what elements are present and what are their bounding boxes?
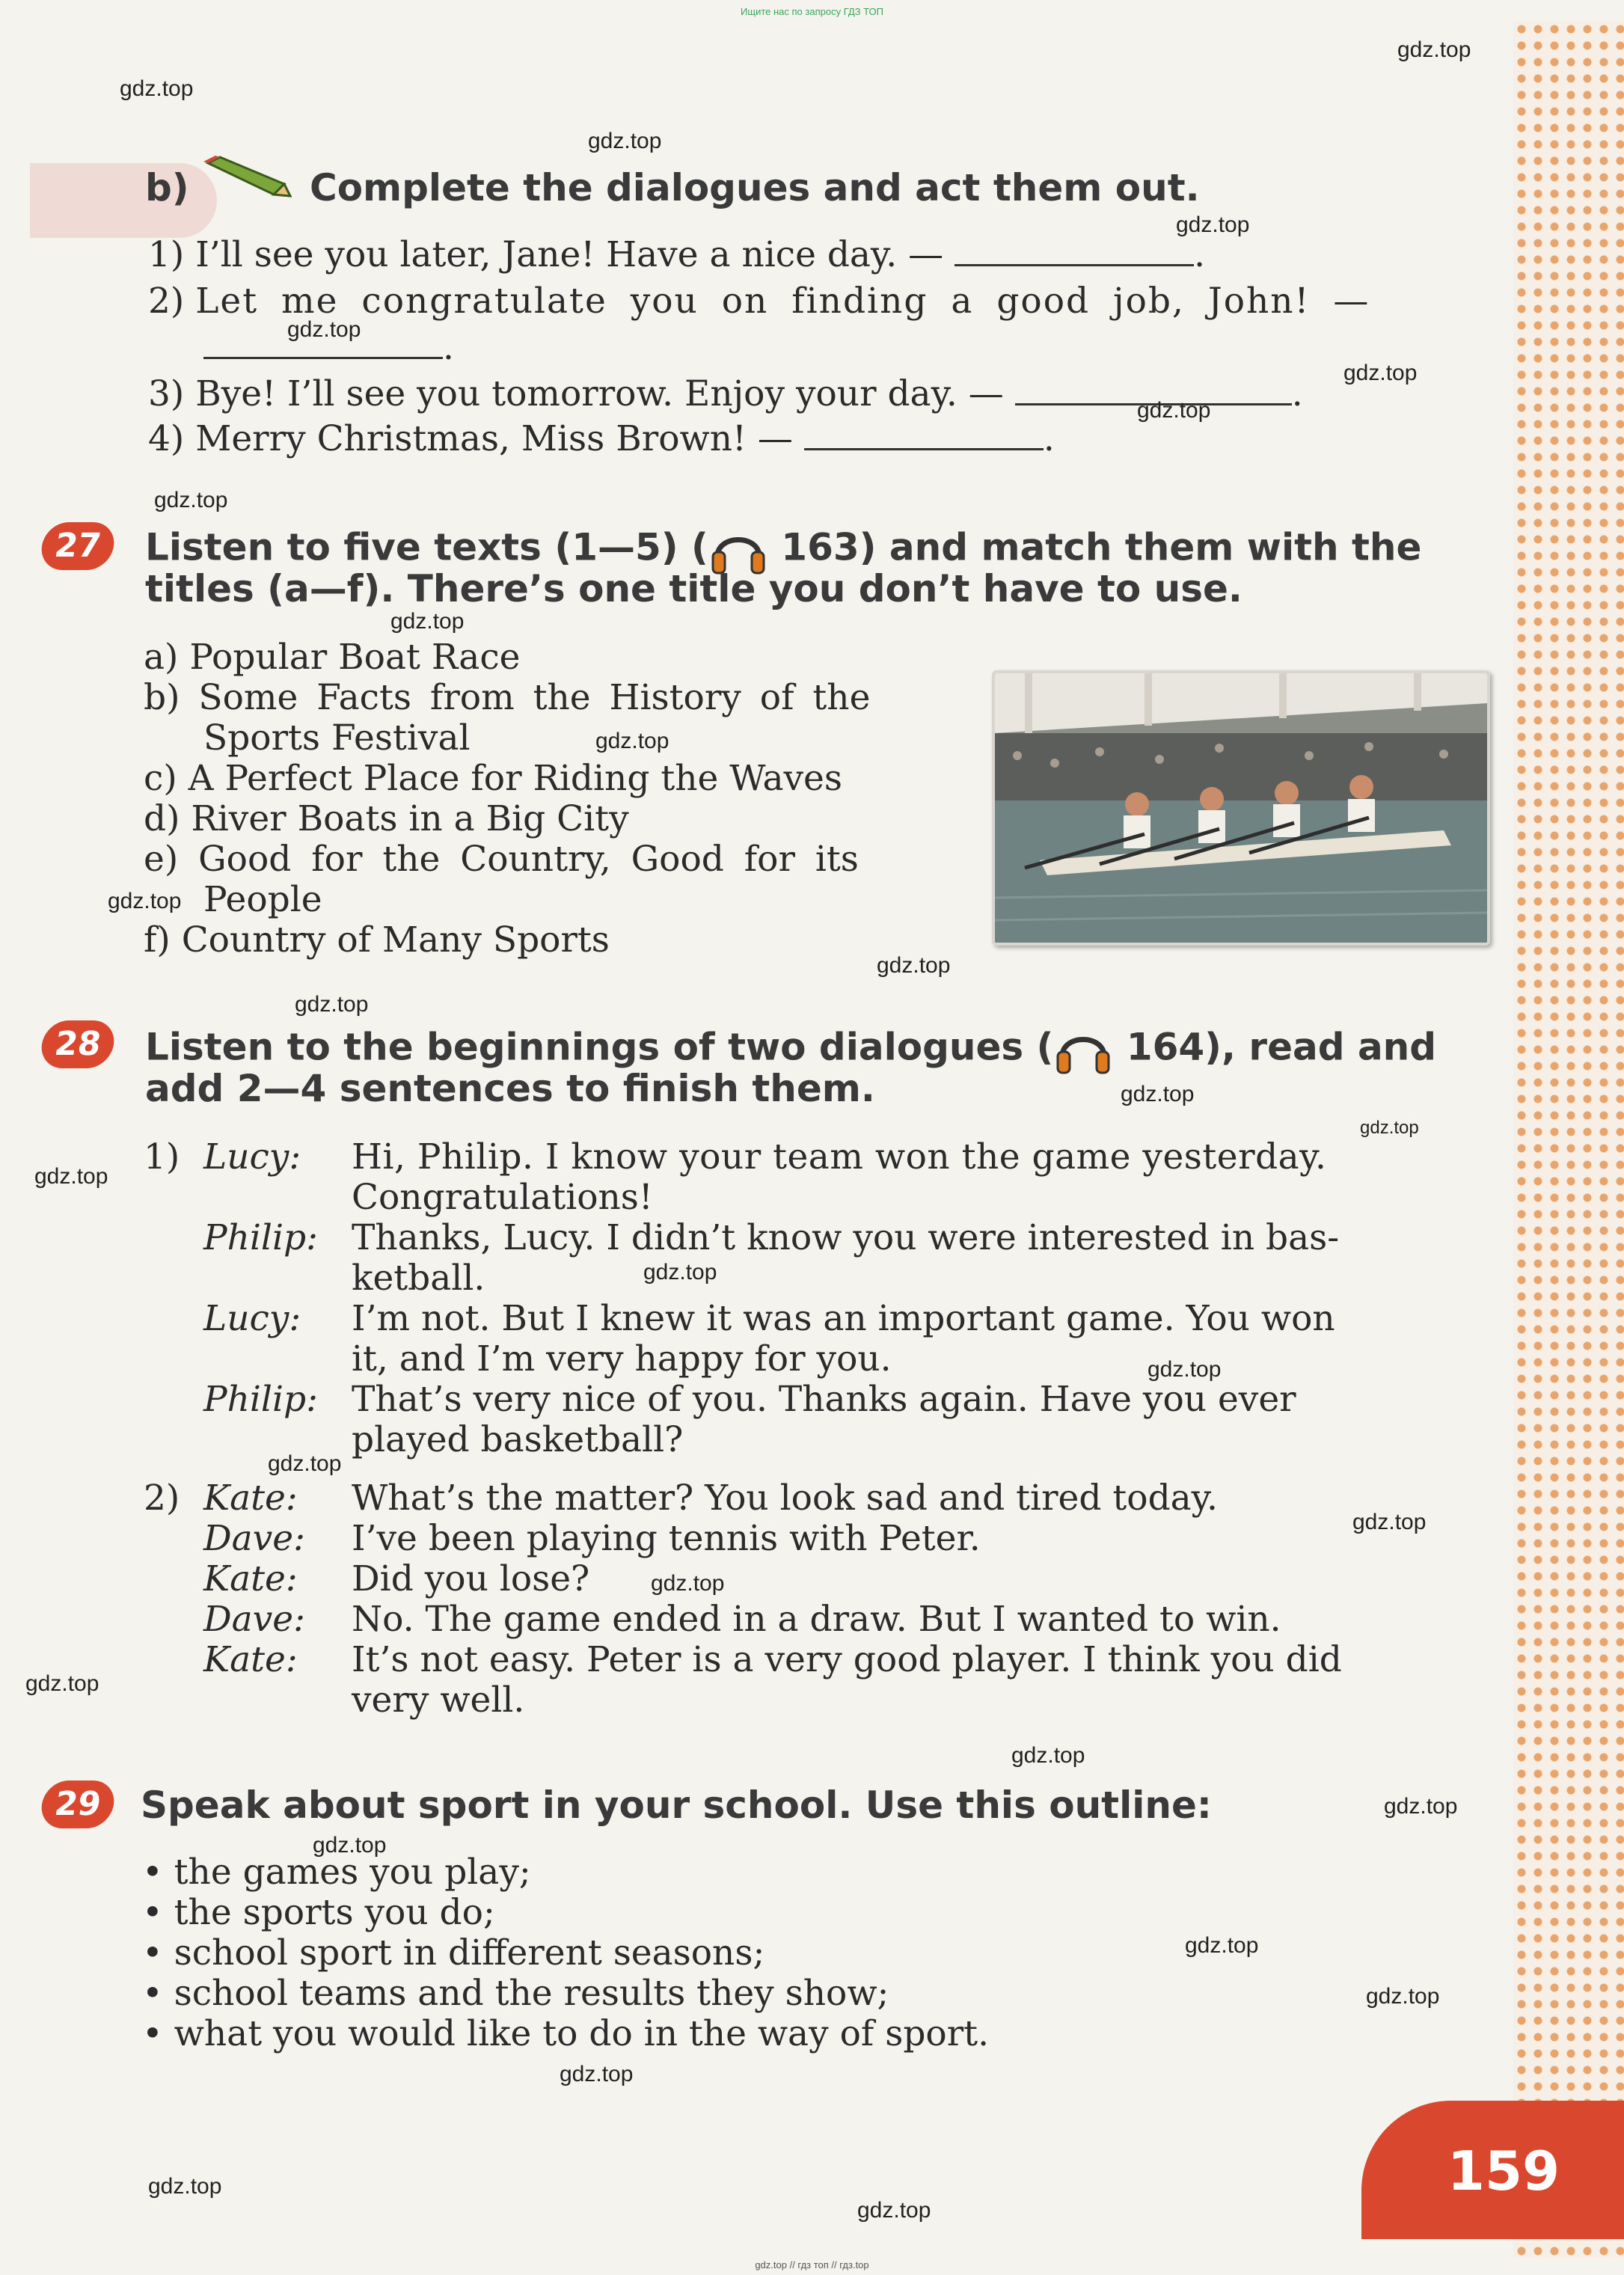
outline-bullet: • school sport in different seasons;: [142, 1932, 765, 1974]
dialogue-item-2: 2) Let me congratulate you on finding a good job, John! —: [148, 281, 1370, 322]
dialogue-line: I’ve been playing tennis with Peter.: [352, 1518, 981, 1559]
dialogue-line: I’m not. But I knew it was an important game. You won it, and I’m very happy for you.: [352, 1298, 1335, 1380]
outline-bullet: • the sports you do;: [142, 1892, 495, 1933]
dialogue-item-3: 3) Bye! I’ll see you tomorrow. Enjoy your day. — .: [148, 373, 1303, 414]
top-note: Ищите нас по запросу ГДЗ ТОП: [741, 6, 883, 17]
dialogue-item-2-cont: .: [203, 328, 454, 368]
title-option-b: b) Some Facts from the History of the: [144, 677, 871, 718]
watermark: gdz.top: [25, 1671, 99, 1696]
dialogue-line: It’s not easy. Peter is a very good player. I think you did very well.: [352, 1639, 1342, 1721]
watermark: gdz.top: [560, 2062, 634, 2086]
dialogue-2-number: 2): [144, 1478, 180, 1519]
outline-bullet: • what you would like to do in the way of sport.: [142, 2013, 990, 2054]
exercise-29-title: Speak about sport in your school. Use this outline:: [141, 1783, 1212, 1827]
exercise-28-title-line2: add 2—4 sentences to finish them.: [145, 1067, 875, 1110]
speaker-kate: Kate:: [203, 1478, 298, 1519]
watermark: gdz.top: [390, 609, 465, 634]
watermark: gdz.top: [1137, 398, 1211, 423]
watermark: gdz.top: [287, 317, 361, 342]
exercise-28-title: Listen to the beginnings of two dialogues ( 164), read and: [145, 1023, 1507, 1076]
title-option-e-cont: People: [203, 879, 322, 920]
exercise-27-title: Listen to five texts (1—5) ( 163) and match them with the: [145, 524, 1507, 576]
rowing-photo: [992, 670, 1490, 946]
watermark: gdz.top: [651, 1571, 725, 1596]
watermark: gdz.top: [588, 129, 662, 153]
answer-blank[interactable]: [804, 421, 1044, 450]
decorative-dotted-border: [1513, 21, 1624, 2258]
dialogue-item-1: 1) I’ll see you later, Jane! Have a nice day. — .: [148, 234, 1206, 275]
watermark: gdz.top: [1176, 212, 1250, 237]
watermark: gdz.top: [1011, 1743, 1085, 1768]
bottom-note: gdz.top // гдз топ // гдз.top: [755, 2259, 869, 2271]
exercise-28-badge: 28: [39, 1020, 117, 1068]
dialogue-line: Did you lose?: [352, 1558, 590, 1599]
watermark: gdz.top: [1343, 361, 1418, 385]
watermark: gdz.top: [268, 1451, 342, 1476]
speaker-philip: Philip:: [203, 1379, 318, 1420]
pencil-icon: [202, 156, 292, 198]
dialogue-line: Thanks, Lucy. I didn’t know you were interested in bas- ketball.: [352, 1217, 1340, 1299]
speaker-lucy: Lucy:: [203, 1136, 301, 1178]
watermark: gdz.top: [295, 992, 369, 1017]
watermark: gdz.top: [1366, 1984, 1440, 2009]
section-b-title: Complete the dialogues and act them out.: [310, 166, 1200, 209]
watermark: gdz.top: [108, 889, 182, 913]
watermark: gdz.top: [120, 76, 194, 101]
watermark: gdz.top: [1185, 1933, 1259, 1958]
watermark: gdz.top: [643, 1260, 717, 1285]
dialogue-line: What’s the matter? You look sad and tired today.: [352, 1478, 1218, 1519]
headphones-icon: [1053, 1023, 1113, 1076]
speaker-kate: Kate:: [203, 1639, 298, 1680]
watermark: gdz.top: [595, 729, 669, 753]
speaker-lucy: Lucy:: [203, 1298, 301, 1339]
title-option-f: f) Country of Many Sports: [144, 919, 610, 961]
watermark: gdz.top: [857, 2198, 931, 2223]
page-number: 159: [1447, 2140, 1560, 2202]
dialogue-line: That’s very nice of you. Thanks again. Have you ever played basketball?: [352, 1379, 1296, 1460]
exercise-27-title-line2: titles (a—f). There’s one title you don’t have to use.: [145, 567, 1242, 610]
watermark: gdz.top: [1397, 37, 1471, 62]
title-option-c: c) A Perfect Place for Riding the Waves: [144, 758, 842, 799]
speaker-philip: Philip:: [203, 1217, 318, 1258]
dialogue-1-number: 1): [144, 1136, 180, 1178]
watermark: gdz.top: [148, 2174, 222, 2199]
outline-bullet: • school teams and the results they show;: [142, 1973, 889, 2014]
watermark: gdz.top: [877, 953, 951, 978]
watermark: gdz.top: [154, 488, 228, 512]
exercise-27-badge: 27: [39, 522, 117, 570]
exercise-29-badge: 29: [39, 1780, 117, 1828]
title-option-b-cont: Sports Festival: [203, 717, 471, 759]
watermark: gdz.top: [313, 1833, 387, 1858]
outline-bullet: • the games you play;: [142, 1852, 531, 1893]
speaker-kate: Kate:: [203, 1558, 298, 1599]
title-option-d: d) River Boats in a Big City: [144, 798, 629, 839]
watermark: gdz.top: [1360, 1118, 1419, 1138]
speaker-dave: Dave:: [203, 1518, 305, 1559]
watermark: gdz.top: [1352, 1510, 1427, 1534]
section-b-label: b): [145, 166, 189, 209]
dialogue-line: No. The game ended in a draw. But I wanted to win.: [352, 1599, 1281, 1640]
answer-blank[interactable]: [955, 237, 1194, 266]
dialogue-item-4: 4) Merry Christmas, Miss Brown! — .: [148, 418, 1055, 459]
watermark: gdz.top: [34, 1164, 108, 1189]
watermark: gdz.top: [1121, 1082, 1195, 1106]
dialogue-line: Hi, Philip. I know your team won the game yesterday. Congratulations!: [352, 1136, 1327, 1218]
title-option-e: e) Good for the Country, Good for its: [144, 839, 859, 880]
watermark: gdz.top: [1384, 1794, 1458, 1819]
watermark: gdz.top: [1147, 1357, 1222, 1382]
title-option-a: a) Popular Boat Race: [144, 637, 521, 678]
speaker-dave: Dave:: [203, 1599, 305, 1640]
